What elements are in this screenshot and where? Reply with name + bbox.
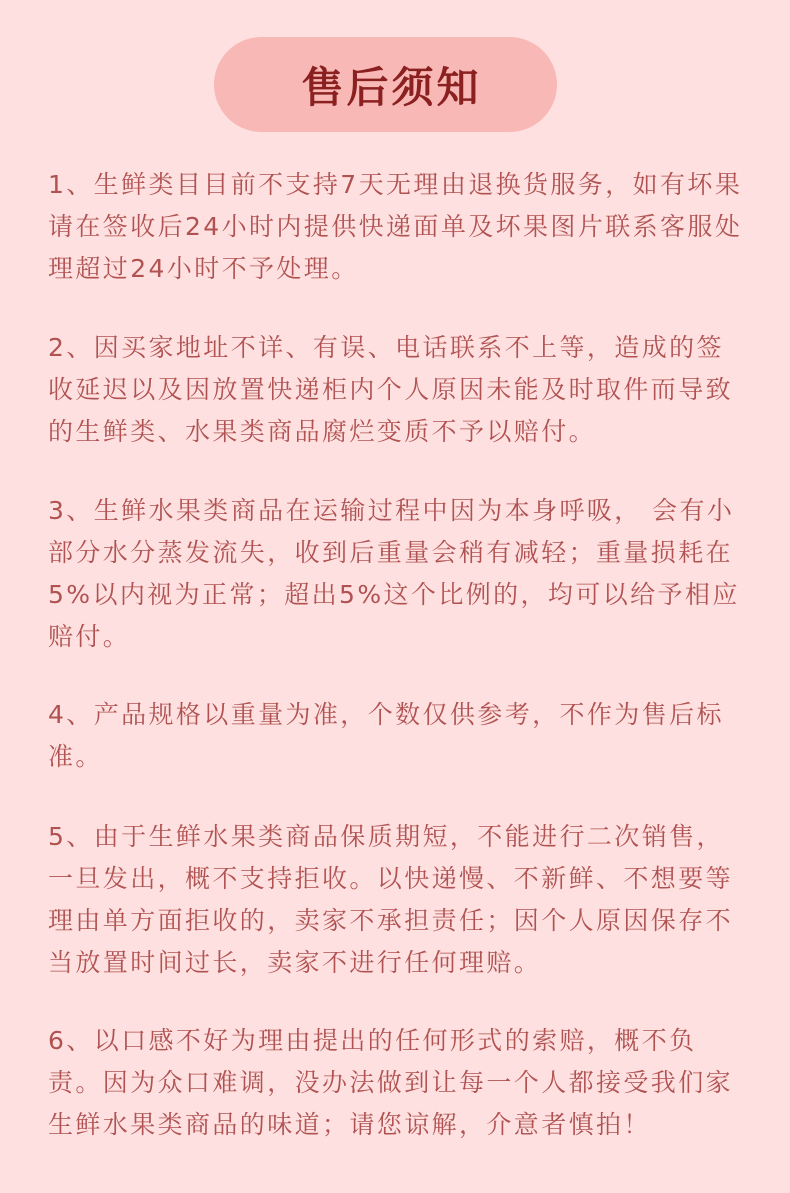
notice-item-4: 4、产品规格以重量为准，个数仅供参考，不作为售后标准。: [48, 700, 724, 771]
title-banner: [214, 37, 557, 132]
notice-item-3: 3、生鲜水果类商品在运输过程中因为本身呼吸， 会有小部分水分蒸发流失，收到后重量会稍有减轻；重量损耗在5%以内视为正常；超出5%这个比例的，均可以给予相应赔付。: [48, 496, 740, 651]
page-title: 售后须知: [301, 62, 482, 112]
notice-item-6: 6、以口感不好为理由提出的任何形式的索赔，概不负责。因为众口难调，没办法做到让每一个人都接受我们家生鲜水果类商品的味道；请您谅解，介意者慎拍！: [48, 1026, 734, 1139]
notice-item-2: 2、因买家地址不详、有误、电话联系不上等，造成的签收延迟以及因放置快递柜内个人原因未能及时取件而导致的生鲜类、水果类商品腐烂变质不予以赔付。: [48, 333, 734, 446]
notice-item-5: 5、由于生鲜水果类商品保质期短，不能进行二次销售，一旦发出，概不支持拒收。以快递慢、不新鲜、不想要等理由单方面拒收的，卖家不承担责任；因个人原因保存不当放置时间过长，卖家不进行任何理赔。: [48, 822, 734, 977]
notice-item-1: 1、生鲜类目目前不支持7天无理由退换货服务，如有坏果请在签收后24小时内提供快递面单及坏果图片联系客服处理超过24小时不予处理。: [48, 170, 743, 283]
